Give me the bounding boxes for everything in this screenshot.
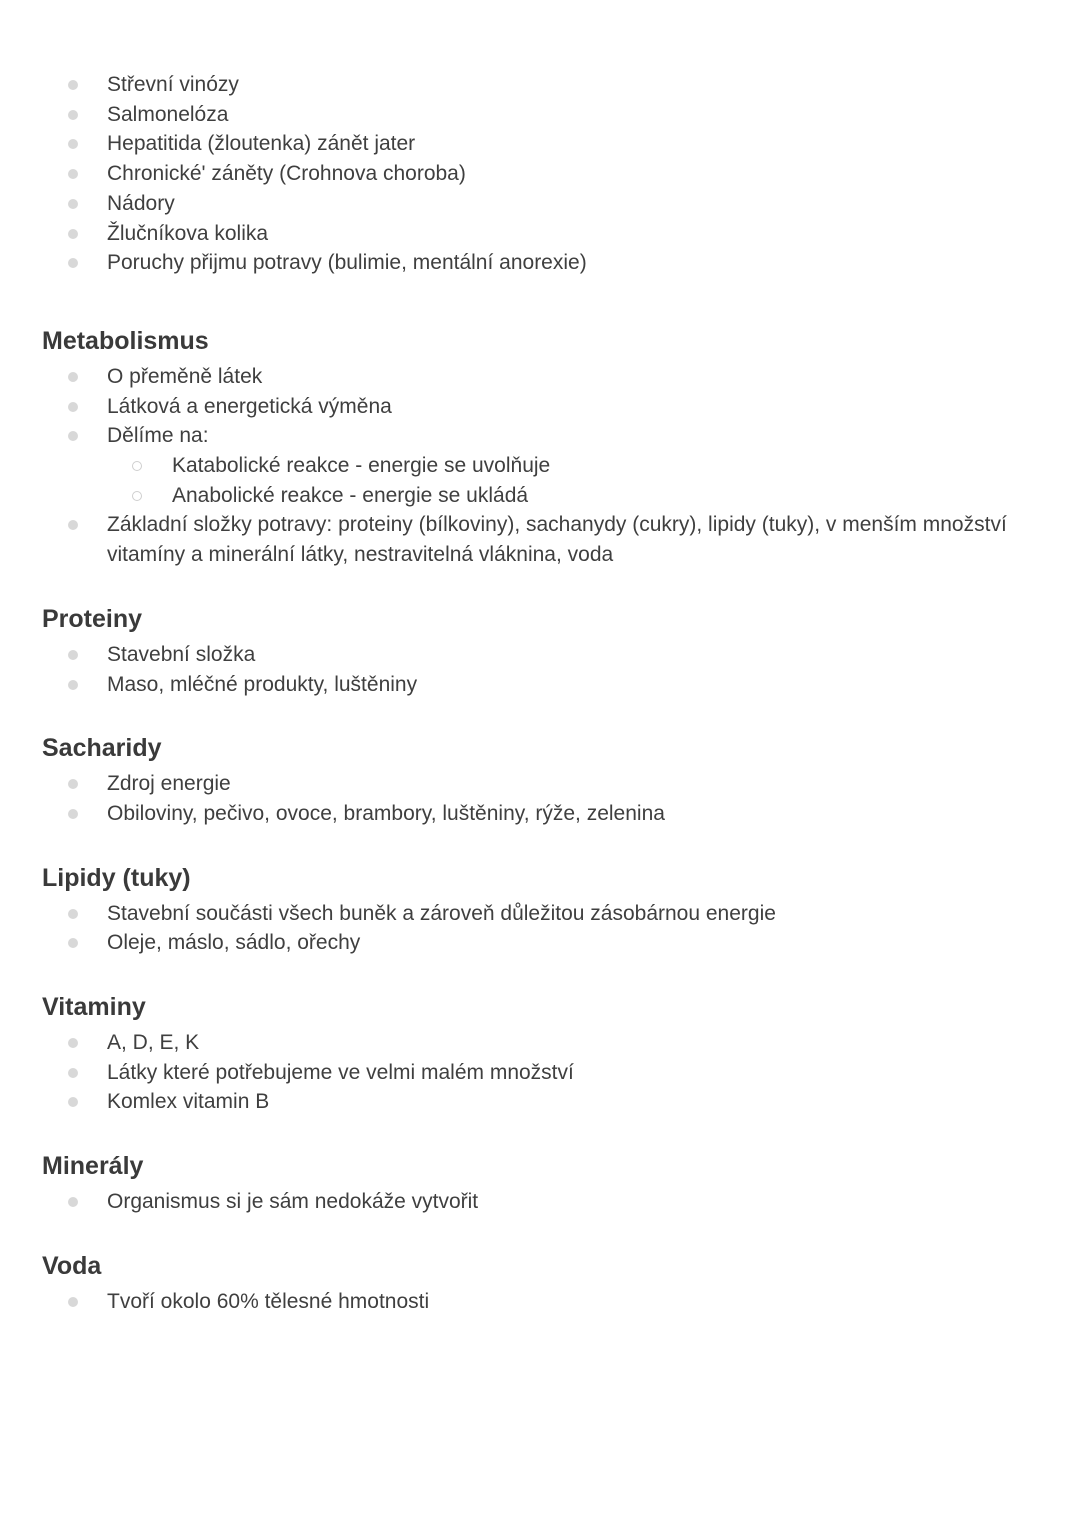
hollow-bullet-icon (132, 491, 142, 501)
metabolismus-section (42, 325, 1020, 570)
list-item-text: A, D, E, K (107, 1031, 200, 1055)
sacharidy-list (42, 769, 1020, 828)
bullet-icon (68, 809, 78, 819)
list-item-text: Stavební součásti všech buněk a zároveň důležitou zásobárnou energie (107, 901, 776, 925)
list-item (42, 1087, 1020, 1117)
bullet-icon (68, 80, 78, 90)
section-heading: Minerály (42, 1152, 144, 1181)
bullet-icon (68, 650, 78, 660)
bullet-icon (68, 431, 78, 441)
list-item (42, 928, 1020, 958)
bullet-icon (68, 1197, 78, 1207)
mineraly-section (42, 1150, 1020, 1217)
proteiny-section (42, 603, 1020, 699)
list-item (42, 421, 1020, 510)
lipidy-section (42, 862, 1020, 958)
hollow-bullet-icon (132, 461, 142, 471)
sub-list-item-text: Katabolické reakce - energie se uvolňuje (172, 454, 551, 478)
list-item (42, 1058, 1020, 1088)
bullet-icon (68, 169, 78, 179)
list-item (42, 510, 1020, 569)
list-item (42, 799, 1020, 829)
list-item-text: Hepatitida (žloutenka) zánět jater (107, 132, 416, 156)
list-item (42, 100, 1020, 130)
list-item (42, 640, 1020, 670)
list-item-text: Poruchy přijmu potravy (bulimie, mentální anorexie) (107, 251, 587, 275)
list-item-text: Maso, mléčné produkty, luštěniny (107, 672, 418, 696)
list-item (42, 899, 1020, 929)
list-item-text: Dělíme na: (107, 424, 209, 448)
list-item-text: Nádory (107, 191, 175, 215)
vitaminy-section (42, 991, 1020, 1117)
list-item-text: Střevní vinózy (107, 73, 239, 96)
metabolismus-list (42, 362, 1020, 570)
bullet-icon (68, 229, 78, 239)
bullet-icon (68, 402, 78, 412)
list-item-text: Zdroj energie (107, 772, 231, 796)
list-item-text: Obiloviny, pečivo, ovoce, brambory, luštěniny, rýže, zelenina (107, 801, 665, 825)
bullet-icon (68, 1038, 78, 1048)
list-item-text: Stavební složka (107, 642, 256, 666)
list-item-text: Organismus si je sám nedokáže vytvořit (107, 1190, 479, 1214)
list-item (42, 70, 1020, 100)
list-item-text: Tvoří okolo 60% tělesné hmotnosti (107, 1289, 430, 1313)
sub-list-item-text: Anabolické reakce - energie se ukládá (172, 483, 529, 507)
list-item-text: Oleje, máslo, sádlo, ořechy (107, 931, 361, 955)
sub-list-item (107, 481, 1020, 511)
list-item-text: Základní složky potravy: proteiny (bílkoviny), sachanydy (cukry), lipidy (tuky), v menším množství vitamíny a minerální látky, nestravitelná vláknina, voda (107, 513, 1007, 567)
sub-list-item (107, 451, 1020, 481)
list-item-text: Žlučníkova kolika (107, 221, 269, 245)
list-item (42, 362, 1020, 392)
bullet-icon (68, 1068, 78, 1078)
list-item (42, 1287, 1020, 1317)
list-item (42, 219, 1020, 249)
list-item-text: Komlex vitamin B (107, 1090, 270, 1114)
list-item-text: Látková a energetická výměna (107, 394, 392, 418)
section-heading: Sacharidy (42, 734, 162, 763)
list-item-text: O přeměně látek (107, 364, 263, 388)
list-item (42, 248, 1020, 278)
sub-list (107, 451, 1020, 510)
list-item (42, 1028, 1020, 1058)
mineraly-list (42, 1187, 1020, 1217)
list-item (42, 129, 1020, 159)
list-item-text: Chronické' záněty (Crohnova choroba) (107, 162, 466, 186)
section-heading: Proteiny (42, 604, 143, 633)
bullet-icon (68, 258, 78, 268)
voda-section (42, 1250, 1020, 1317)
disease-list-section (42, 70, 1020, 278)
bullet-icon (68, 909, 78, 919)
disease-list (42, 70, 1020, 278)
section-heading: Voda (42, 1251, 102, 1280)
vitaminy-list (42, 1028, 1020, 1117)
list-item (42, 670, 1020, 700)
bullet-icon (68, 680, 78, 690)
bullet-icon (68, 779, 78, 789)
section-heading: Vitaminy (42, 993, 146, 1022)
lipidy-list (42, 899, 1020, 958)
bullet-icon (68, 1097, 78, 1107)
list-item-text: Salmonelóza (107, 102, 229, 126)
bullet-icon (68, 372, 78, 382)
section-heading: Lipidy (tuky) (42, 863, 191, 892)
bullet-icon (68, 938, 78, 948)
section-heading: Metabolismus (42, 326, 209, 355)
list-item (42, 392, 1020, 422)
list-item-text: Látky které potřebujeme ve velmi malém množství (107, 1060, 574, 1084)
list-item (42, 1187, 1020, 1217)
bullet-icon (68, 520, 78, 530)
bullet-icon (68, 110, 78, 120)
list-item (42, 769, 1020, 799)
bullet-icon (68, 139, 78, 149)
voda-list (42, 1287, 1020, 1317)
bullet-icon (68, 199, 78, 209)
sacharidy-section (42, 732, 1020, 828)
bullet-icon (68, 1297, 78, 1307)
list-item (42, 189, 1020, 219)
list-item (42, 159, 1020, 189)
proteiny-list (42, 640, 1020, 699)
